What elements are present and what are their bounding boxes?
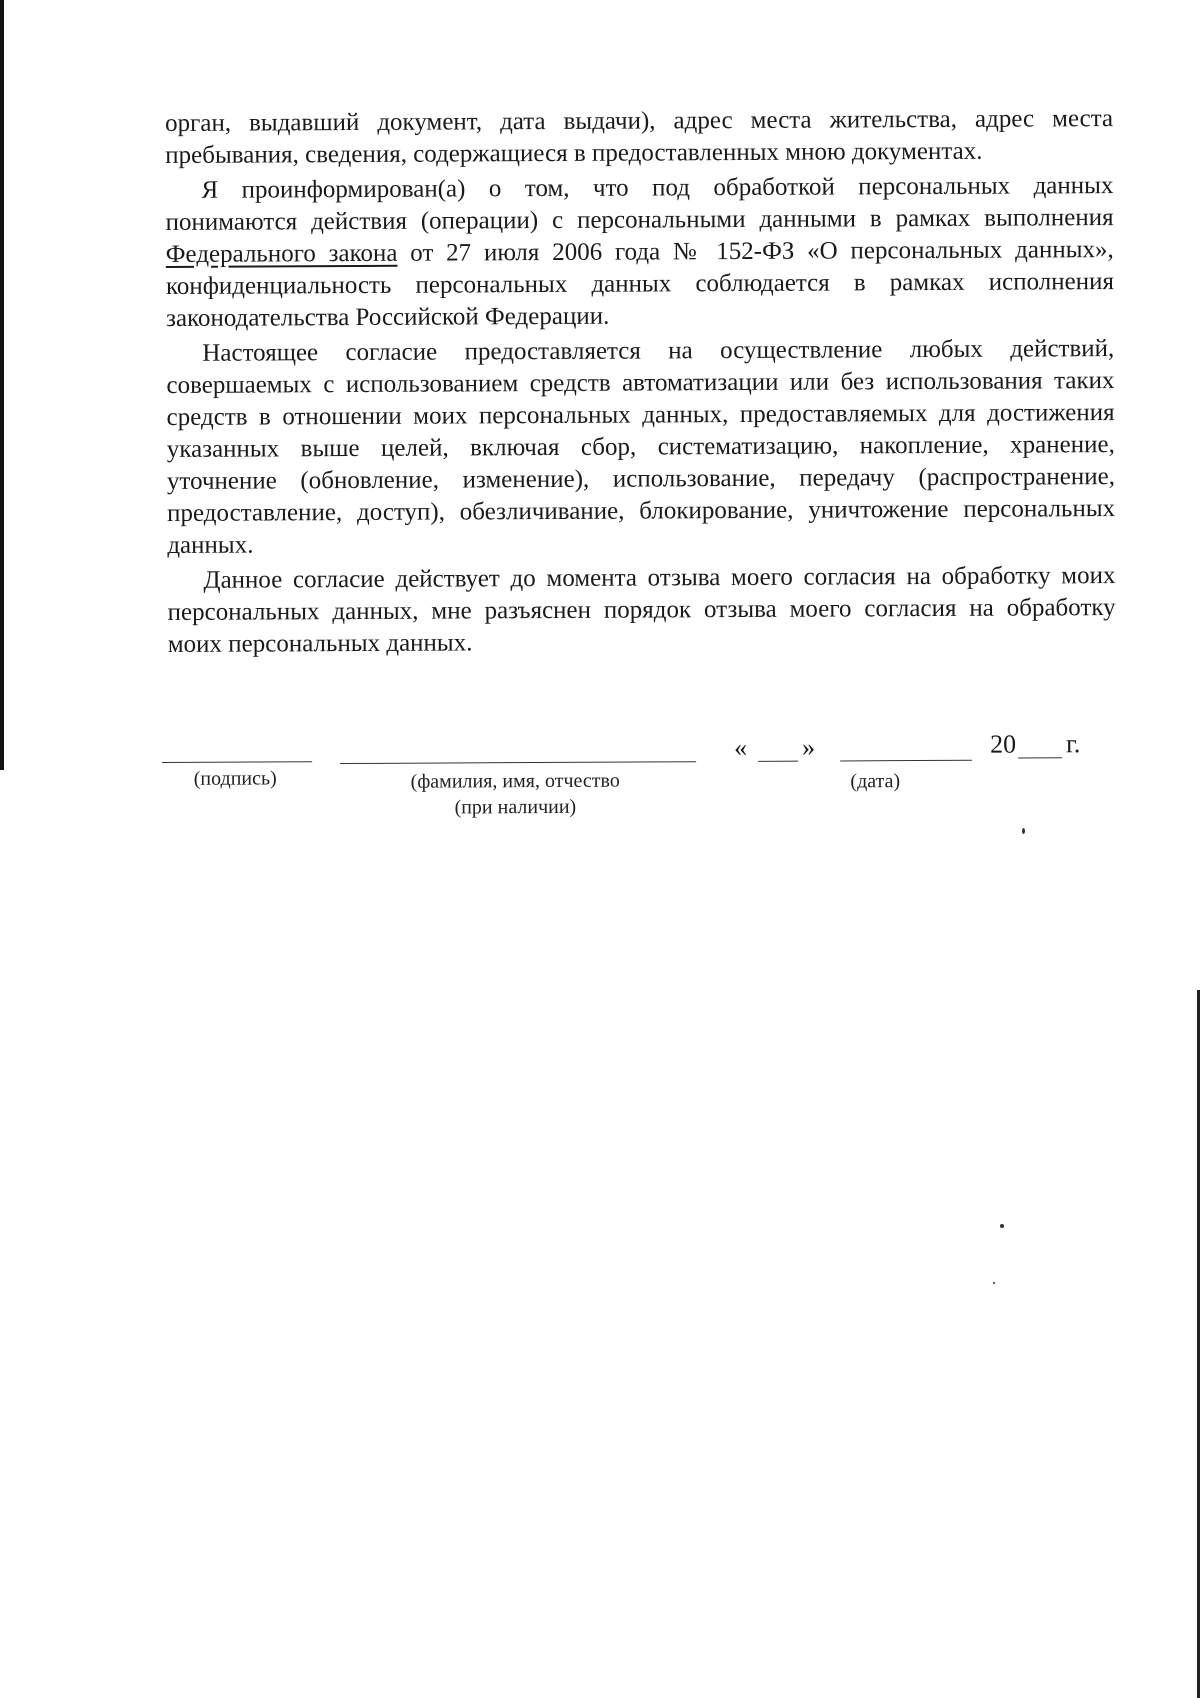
scan-speck <box>993 1282 995 1284</box>
paragraph-consent-validity: Данное согласие действует до момента отзыва моего согласия на обработку моих персональных данных, мне разъяснен порядок отзыва моего согласия на обработку моих персональных данных. <box>167 562 1116 658</box>
month-line <box>840 760 972 762</box>
scan-speck <box>1000 1224 1004 1228</box>
date-caption: (дата) <box>850 770 901 793</box>
day-line <box>758 761 798 762</box>
paragraph-consent-scope: Настоящее согласие предоставляется на осуществление любых действий, совершаемых с использованием средств автоматизации или без использования таких средств в отношении моих персональных данных, предоставляемых для достижения указанных выше целей, включая сбор, систематизацию, накопление, хранение, уточнение (обновление, изменение), использование, передачу (распространение, предоставление, доступ), обезличивание, блокирование, уничтожение персональных данных. <box>166 335 1116 559</box>
paragraph-text-after-link: от 27 июля 2006 года № 152-ФЗ «О персональных данных», конфиденциальность персональных данных соблюдается в рамках исполнения законодательства Российской Федерации. <box>165 236 1114 332</box>
year-suffix: г. <box>1065 729 1081 759</box>
signature-block <box>160 729 1120 828</box>
scan-speck <box>1022 828 1025 834</box>
federal-law-link[interactable]: Федерального закона <box>165 239 398 268</box>
day-close-quote: » <box>801 732 816 762</box>
full-name-caption-line2: (при наличии) <box>454 795 577 819</box>
signature-line <box>162 761 312 763</box>
day-open-quote: « <box>733 732 748 762</box>
year-line <box>1018 757 1062 758</box>
full-name-line <box>340 761 696 764</box>
scan-edge-left <box>0 0 4 770</box>
full-name-caption <box>350 767 680 821</box>
paragraph-processing-definition <box>165 170 1114 335</box>
signature-caption: (подпись) <box>193 767 277 790</box>
consent-text <box>165 103 1116 664</box>
year-prefix: 20 <box>989 729 1017 759</box>
paragraph-text-before-link: Я проинформирован(а) о том, что под обработкой персональных данных понимаются действия (операции) с персональными данными в рамках выполнения <box>165 172 1114 236</box>
full-name-caption-line1: (фамилия, имя, отчество <box>410 769 620 793</box>
paragraph-document-details: орган, выдавший документ, дата выдачи), адрес места жительства, адрес места пребывания, сведения, содержащиеся в предоставленных мною документах. <box>165 105 1114 169</box>
